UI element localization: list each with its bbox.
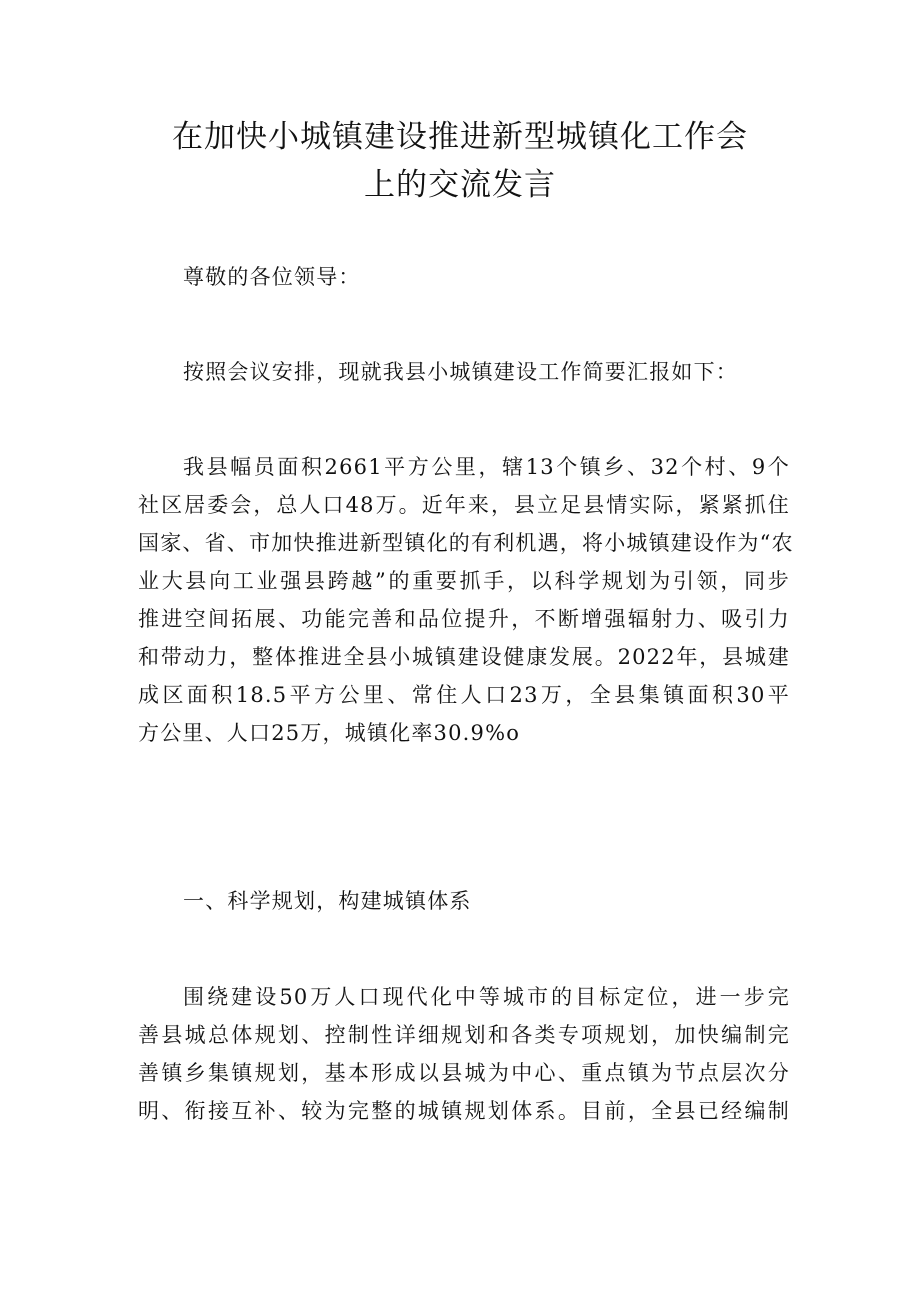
overview-line: 和带动力，整体推进全县小城镇建设健康发展。2022年，县城建 [138,645,790,669]
overview-line: 社区居委会，总人口48万。近年来，县立足县情实际，紧紧抓住 [138,493,790,517]
overview-line: 业大县向工业强县跨越”的重要抓手，以科学规划为引领，同步 [138,569,790,593]
section-1-line: 明、衔接互补、较为完整的城镇规划体系。目前，全县已经编制 [138,1099,790,1123]
document-title-line-2: 上的交流发言 [364,167,556,203]
section-1-line: 善县城总体规划、控制性详细规划和各类专项规划，加快编制完 [138,1023,790,1047]
salutation-text: 尊敬的各位领导： [183,265,361,289]
section-1-heading-paragraph [138,882,790,920]
section-1-line: 围绕建设50万人口现代化中等城市的目标定位，进一步完 [183,985,790,1009]
intro-text: 按照会议安排，现就我县小城镇建设工作简要汇报如下： [183,360,738,384]
section-1-paragraph [138,978,790,1130]
overview-line: 国家、省、市加快推进新型镇化的有利机遇，将小城镇建设作为“农 [138,531,794,555]
section-1-line: 善镇乡集镇规划，基本形成以县城为中心、重点镇为节点层次分 [138,1061,790,1085]
intro-paragraph [138,353,790,391]
salutation-paragraph [138,258,790,296]
overview-line: 成区面积18.5平方公里、常住人口23万，全县集镇面积30平 [138,683,790,707]
overview-line: 推进空间拓展、功能完善和品位提升，不断增强辐射力、吸引力 [138,607,790,631]
section-1-heading: 一、科学规划，构建城镇体系 [183,889,472,913]
document-title-line-1: 在加快小城镇建设推进新型城镇化工作会 [172,119,748,155]
overview-line: 我县幅员面积2661平方公里，辖13个镇乡、32个村、9个 [183,455,790,479]
overview-paragraph [138,448,794,752]
overview-line: 方公里、人口25万，城镇化率30.9%o [138,721,521,745]
